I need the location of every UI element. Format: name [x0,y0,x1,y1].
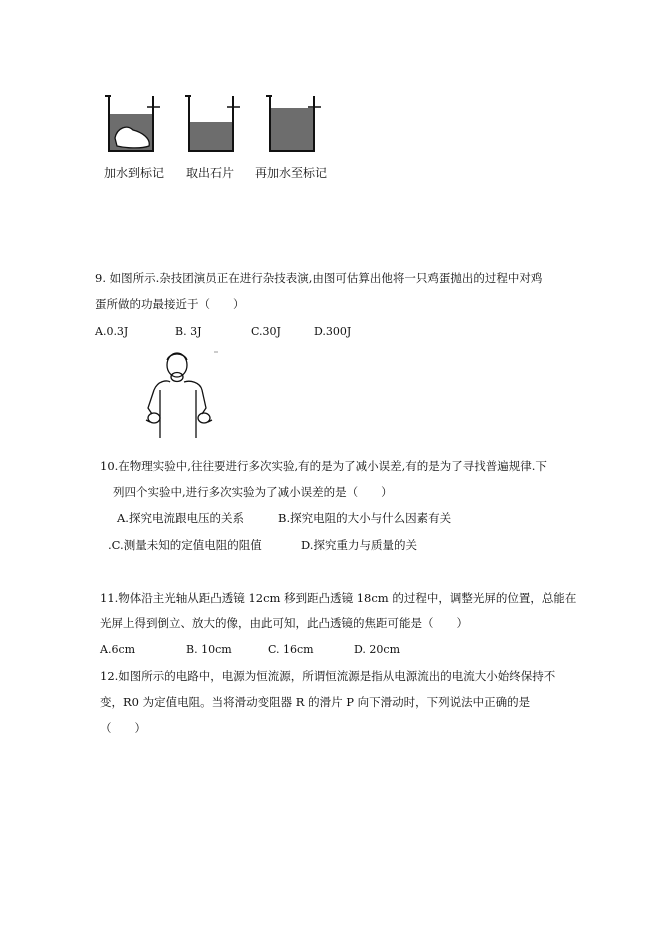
q12-line-2: 变，R0 为定值电阻。当将滑动变阻器 R 的滑片 P 向下滑动时，下列说法中正确的是 [100,695,531,709]
beaker-water-icon [183,94,243,164]
q10-line-2: 列四个实验中,进行多次实验为了减小误差的是（ ） [113,485,393,499]
q11-option-a: A.6cm [100,643,136,656]
q10-option-d: D.探究重力与质量的关 [301,538,417,552]
q11-line-1: 11.物体沿主光轴从距凸透镜 12cm 移到距凸透镜 18cm 的过程中，调整光屏的位置，总能在 [100,591,577,605]
beaker-with-stone-icon [103,94,163,164]
beaker-caption-1: 加水到标记 [104,166,165,180]
q10-option-c: .C.测量未知的定值电阻的阻值 [108,538,262,552]
q11-line-2: 光屏上得到倒立、放大的像，由此可知，此凸透镜的焦距可能是（ ） [100,616,468,630]
q9-line-1: 9. 如图所示.杂技团演员正在进行杂技表演,由图可估算出他将一只鸡蛋抛出的过程中对鸡 [95,271,543,285]
q10-option-a: A.探究电流跟电压的关系 [117,511,244,525]
beaker-caption-3: 再加水至标记 [255,166,328,180]
q10-line-1: 10.在物理实验中,往往要进行多次实验,有的是为了减小误差,有的是为了寻找普遍规律.下 [100,459,547,473]
q11-option-b: B. 10cm [186,643,232,656]
q9-option-c: C.30J [251,325,281,338]
q9-option-a: A.0.3J [95,325,129,338]
beaker-refilled-icon [264,94,324,164]
q11-option-c: C. 16cm [268,643,314,656]
q11-option-d: D. 20cm [354,643,401,656]
q10-option-b: B.探究电阻的大小与什么因素有关 [278,511,452,525]
juggler-illustration-icon [140,350,220,442]
q12-line-3: （ ） [100,721,146,735]
q9-option-d: D.300J [314,325,352,338]
beaker-caption-2: 取出石片 [186,166,235,180]
q9-line-2: 蛋所做的功最接近于（ ） [95,297,245,311]
q12-line-1: 12.如图所示的电路中，电源为恒流源，所谓恒流源是指从电源流出的电流大小始终保持不 [100,669,556,683]
q9-option-b: B. 3J [175,325,202,338]
